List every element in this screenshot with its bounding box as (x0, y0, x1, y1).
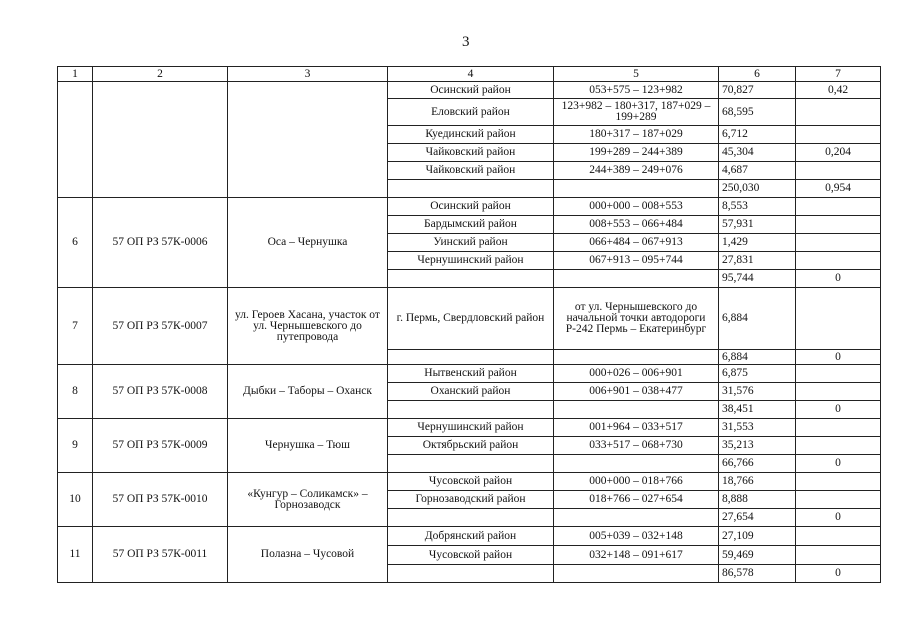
page-number: 3 (462, 34, 470, 50)
length-cell: 31,553 (719, 419, 796, 437)
km-range-cell: 032+148 – 091+617 (554, 546, 719, 565)
km-range-cell: 000+000 – 008+553 (554, 198, 719, 216)
header-row (58, 67, 881, 82)
length-cell: 31,576 (719, 383, 796, 401)
column7-cell (796, 419, 881, 437)
road-code-cell: 57 ОП РЗ 57К-0011 (93, 527, 228, 583)
column7-cell (796, 546, 881, 565)
district-cell: Куединский район (388, 126, 554, 144)
length-cell: 70,827 (719, 82, 796, 99)
km-range-cell: 008+553 – 066+484 (554, 216, 719, 234)
road-number-cell (58, 82, 93, 198)
road-number-cell: 9 (58, 419, 93, 473)
table-row (58, 198, 881, 216)
district-cell: Осинский район (388, 82, 554, 99)
km-range-cell: 000+026 – 006+901 (554, 365, 719, 383)
length-cell: 57,931 (719, 216, 796, 234)
district-cell (388, 509, 554, 527)
column7-cell: 0 (796, 350, 881, 365)
district-cell (388, 270, 554, 288)
km-range-cell: 053+575 – 123+982 (554, 82, 719, 99)
length-cell: 45,304 (719, 144, 796, 162)
header-cell-7: 7 (796, 67, 881, 82)
km-range-cell: 006+901 – 038+477 (554, 383, 719, 401)
header-cell-5: 5 (554, 67, 719, 82)
road-number-cell: 10 (58, 473, 93, 527)
column7-cell (796, 198, 881, 216)
district-cell: Оханский район (388, 383, 554, 401)
road-code-cell: 57 ОП РЗ 57К-0007 (93, 288, 228, 365)
km-range-cell: 244+389 – 249+076 (554, 162, 719, 180)
length-cell: 6,884 (719, 288, 796, 350)
length-cell: 86,578 (719, 565, 796, 583)
km-range-cell: 001+964 – 033+517 (554, 419, 719, 437)
column7-cell (796, 216, 881, 234)
road-number-cell: 7 (58, 288, 93, 365)
header-cell-1: 1 (58, 67, 93, 82)
km-range-cell (554, 270, 719, 288)
district-cell: Уинский район (388, 234, 554, 252)
district-cell (388, 565, 554, 583)
length-cell: 250,030 (719, 180, 796, 198)
header-cell-4: 4 (388, 67, 554, 82)
length-cell: 4,687 (719, 162, 796, 180)
column7-cell: 0 (796, 509, 881, 527)
table-row (58, 365, 881, 383)
length-cell: 27,831 (719, 252, 796, 270)
column7-cell (796, 365, 881, 383)
length-cell: 1,429 (719, 234, 796, 252)
column7-cell: 0 (796, 565, 881, 583)
length-cell: 6,884 (719, 350, 796, 365)
column7-cell (796, 99, 881, 126)
district-cell: Нытвенский район (388, 365, 554, 383)
district-cell: Чернушинский район (388, 252, 554, 270)
km-range-cell: 199+289 – 244+389 (554, 144, 719, 162)
column7-cell: 0 (796, 270, 881, 288)
km-range-cell: 018+766 – 027+654 (554, 491, 719, 509)
district-cell: Еловский район (388, 99, 554, 126)
table-row (58, 288, 881, 350)
district-cell: Чусовской район (388, 546, 554, 565)
km-range-cell: 000+000 – 018+766 (554, 473, 719, 491)
length-cell: 38,451 (719, 401, 796, 419)
length-cell: 8,553 (719, 198, 796, 216)
column7-cell (796, 491, 881, 509)
column7-cell (796, 383, 881, 401)
km-range-cell: от ул. Чернышевского до начальной точки автодороги Р-242 Пермь – Екатеринбург (554, 288, 719, 350)
column7-cell: 0 (796, 455, 881, 473)
road-name-cell: Чернушка – Тюш (228, 419, 388, 473)
km-range-cell (554, 455, 719, 473)
column7-cell (796, 126, 881, 144)
table-row (58, 419, 881, 437)
column7-cell: 0 (796, 401, 881, 419)
km-range-cell (554, 565, 719, 583)
km-range-cell: 033+517 – 068+730 (554, 437, 719, 455)
column7-cell (796, 162, 881, 180)
district-cell (388, 455, 554, 473)
length-cell: 59,469 (719, 546, 796, 565)
length-cell: 6,875 (719, 365, 796, 383)
district-cell: Добрянский район (388, 527, 554, 546)
length-cell: 6,712 (719, 126, 796, 144)
header-cell-6: 6 (719, 67, 796, 82)
road-name-cell: «Кунгур – Соликамск» – Горнозаводск (228, 473, 388, 527)
km-range-cell: 066+484 – 067+913 (554, 234, 719, 252)
district-cell: Чернушинский район (388, 419, 554, 437)
column7-cell: 0,954 (796, 180, 881, 198)
length-cell: 68,595 (719, 99, 796, 126)
column7-cell: 0,204 (796, 144, 881, 162)
length-cell: 27,654 (719, 509, 796, 527)
km-range-cell (554, 401, 719, 419)
road-number-cell: 6 (58, 198, 93, 288)
km-range-cell: 067+913 – 095+744 (554, 252, 719, 270)
road-name-cell (228, 82, 388, 198)
district-cell (388, 180, 554, 198)
column7-cell: 0,42 (796, 82, 881, 99)
length-cell: 95,744 (719, 270, 796, 288)
length-cell: 27,109 (719, 527, 796, 546)
column7-cell (796, 473, 881, 491)
district-cell: Чайковский район (388, 144, 554, 162)
road-code-cell: 57 ОП РЗ 57К-0008 (93, 365, 228, 419)
district-cell: Чусовской район (388, 473, 554, 491)
length-cell: 8,888 (719, 491, 796, 509)
road-number-cell: 8 (58, 365, 93, 419)
length-cell: 66,766 (719, 455, 796, 473)
column7-cell (796, 288, 881, 350)
column7-cell (796, 527, 881, 546)
column7-cell (796, 437, 881, 455)
km-range-cell: 005+039 – 032+148 (554, 527, 719, 546)
road-name-cell: Полазна – Чусовой (228, 527, 388, 583)
header-cell-2: 2 (93, 67, 228, 82)
district-cell: Бардымский район (388, 216, 554, 234)
table-row (58, 82, 881, 99)
road-name-cell: Оса – Чернушка (228, 198, 388, 288)
km-range-cell (554, 180, 719, 198)
road-number-cell: 11 (58, 527, 93, 583)
column7-cell (796, 234, 881, 252)
district-cell: Октябрьский район (388, 437, 554, 455)
road-code-cell: 57 ОП РЗ 57К-0009 (93, 419, 228, 473)
road-code-cell (93, 82, 228, 198)
roads-table (57, 66, 881, 583)
km-range-cell: 180+317 – 187+029 (554, 126, 719, 144)
district-cell (388, 401, 554, 419)
road-name-cell: Дыбки – Таборы – Оханск (228, 365, 388, 419)
table-row (58, 473, 881, 491)
road-name-cell: ул. Героев Хасана, участок от ул. Чернышевского до путепровода (228, 288, 388, 365)
district-cell (388, 350, 554, 365)
header-cell-3: 3 (228, 67, 388, 82)
district-cell: Осинский район (388, 198, 554, 216)
length-cell: 18,766 (719, 473, 796, 491)
km-range-cell (554, 350, 719, 365)
district-cell: Горнозаводский район (388, 491, 554, 509)
district-cell: Чайковский район (388, 162, 554, 180)
district-cell: г. Пермь, Свердловский район (388, 288, 554, 350)
km-range-cell (554, 509, 719, 527)
km-range-cell: 123+982 – 180+317, 187+029 – 199+289 (554, 99, 719, 126)
column7-cell (796, 252, 881, 270)
length-cell: 35,213 (719, 437, 796, 455)
road-code-cell: 57 ОП РЗ 57К-0006 (93, 198, 228, 288)
road-code-cell: 57 ОП РЗ 57К-0010 (93, 473, 228, 527)
table-row (58, 527, 881, 546)
